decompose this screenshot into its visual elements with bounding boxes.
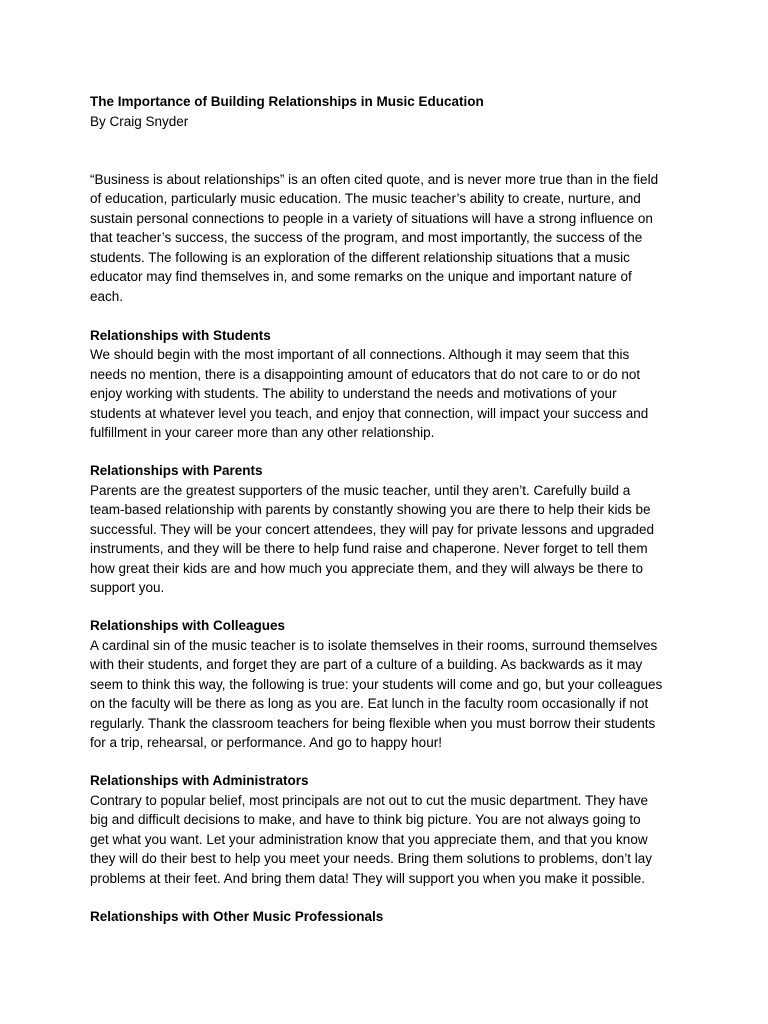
section-heading-other-music-professionals: Relationships with Other Music Professionals: [90, 909, 384, 924]
colleagues-line: seem to think this way, the following is true: your students will come and go, but your colleagues: [90, 676, 663, 692]
intro-line: each.: [90, 288, 124, 304]
intro-line: educator may find themselves in, and some remarks on the unique and important nature of: [90, 269, 632, 284]
document-title: The Importance of Building Relationships in Music Education: [90, 94, 484, 109]
section-heading-parents: Relationships with Parents: [90, 463, 263, 478]
parents-line: team-based relationship with parents by constantly showing you are there to help their kids be: [90, 502, 651, 517]
students-line: needs no mention, there is a disappointing amount of educators that do not care to or do not: [90, 366, 641, 382]
students-line: enjoy working with students. The ability to understand the needs and motivations of your: [90, 386, 617, 401]
administrators-line: they will do their best to help you meet your needs. Bring them solutions to problems, don’t lay: [90, 851, 653, 866]
document-author: By Craig Snyder: [90, 113, 189, 129]
section-heading-students: Relationships with Students: [90, 327, 271, 343]
students-line: We should begin with the most important of all connections. Although it may seem that this: [90, 347, 630, 362]
colleagues-line: regularly. Thank the classroom teachers for being flexible when you must borrow their students: [90, 715, 656, 731]
intro-line: students. The following is an exploration of the different relationship situations that a music: [90, 249, 630, 265]
administrators-line: Contrary to popular belief, most principals are not out to cut the music department. They have: [90, 792, 649, 808]
administrators-line: big and difficult decisions to make, and have to think big picture. You are not always going to: [90, 812, 641, 827]
colleagues-line: A cardinal sin of the music teacher is to isolate themselves in their rooms, surround themselves: [90, 637, 658, 653]
students-line: students at whatever level you teach, and enjoy that connection, will impact your success and: [90, 405, 649, 421]
administrators-line: get what you want. Let your administration know that you appreciate them, and that you know: [90, 831, 648, 847]
parents-line: successful. They will be your concert attendees, they will pay for private lessons and upgraded: [90, 521, 655, 537]
section-heading-colleagues: Relationships with Colleagues: [90, 618, 286, 633]
intro-line: “Business is about relationships” is an often cited quote, and is never more true than in the field: [90, 171, 659, 187]
administrators-line: problems at their feet. And bring them data! They will support you when you make it possible.: [90, 870, 646, 886]
students-line: fulfillment in your career more than any other relationship.: [90, 425, 435, 440]
parents-line: how great their kids are and how much you appreciate them, and they will always be there to: [90, 560, 644, 576]
parents-line: support you.: [90, 580, 165, 595]
intro-line: sustain personal connections to people in a variety of situations will have a strong influence on: [90, 210, 653, 226]
intro-line: of education, particularly music education. The music teacher’s ability to create, nurture, and: [90, 191, 641, 206]
parents-line: Parents are the greatest supporters of the music teacher, until they aren’t. Carefully build a: [90, 482, 631, 498]
colleagues-line: with their students, and forget they are part of a culture of a building. As backwards as it may: [90, 657, 643, 672]
colleagues-line: on the faculty will be there as long as you are. Eat lunch in the faculty room occasionally if not: [90, 696, 649, 711]
intro-line: that teacher’s success, the success of the program, and most importantly, the success of the: [90, 230, 643, 245]
parents-line: instruments, and they will be there to help fund raise and chaperone. Never forget to tell them: [90, 541, 648, 556]
section-heading-administrators: Relationships with Administrators: [90, 773, 309, 788]
colleagues-line: for a trip, rehearsal, or performance. And go to happy hour!: [90, 735, 442, 750]
